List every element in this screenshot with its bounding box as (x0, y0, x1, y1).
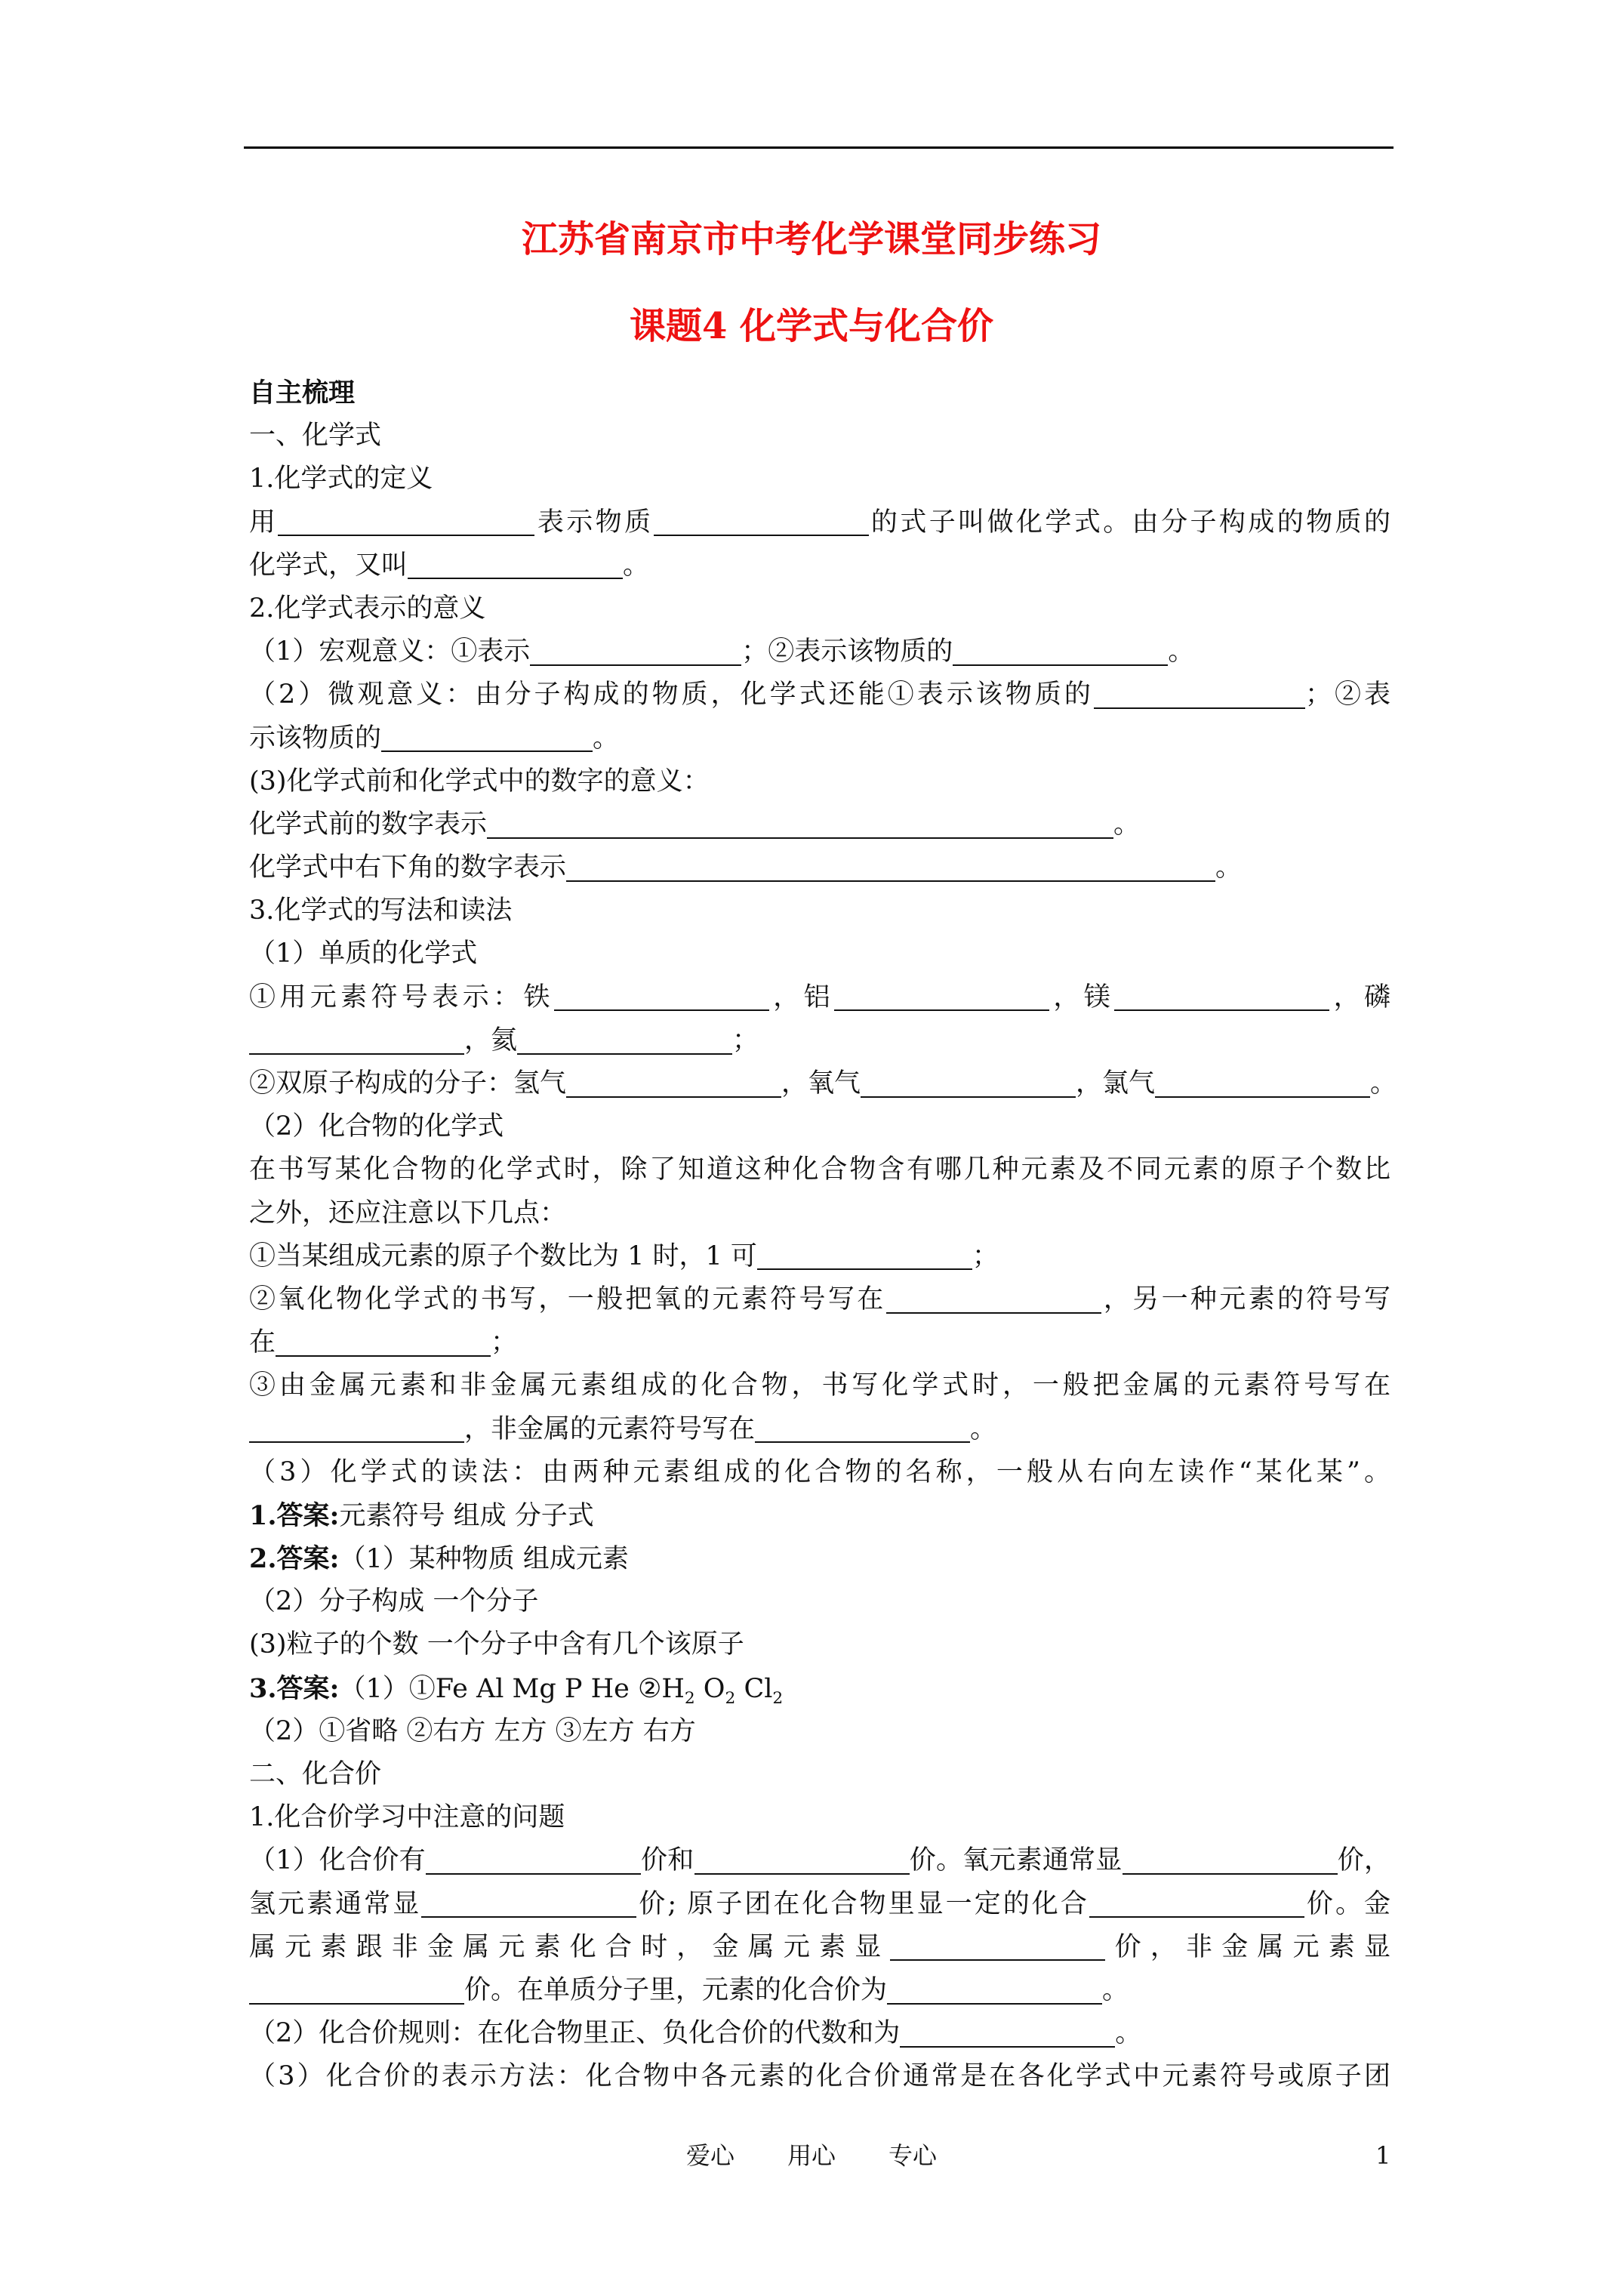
document-body (249, 371, 1397, 2099)
answer-blank[interactable] (757, 1241, 972, 1271)
answer-blank[interactable] (408, 550, 623, 580)
answer-2: （2）分子构成 一个分子 (249, 1586, 539, 1617)
part2-line: （3）化合价的表示方法：化合物中各元素的化合价通常是在各化学式中元素符号或原子团 (249, 2061, 1390, 2092)
q3-line: （1）单质的化学式 (249, 938, 478, 969)
q3-line: ①当某组成元素的原子个数比为 1 时，1 可 ； (249, 1240, 999, 1271)
answer-blank[interactable] (694, 1845, 910, 1875)
answer-blank[interactable] (1114, 982, 1329, 1012)
answer-blank[interactable] (834, 982, 1049, 1012)
part2-line: 属元素跟非金属元素化合时，金属元素显 价，非金属元素显 (249, 1931, 1390, 1962)
q1-line: 化学式，又叫 。 (249, 550, 650, 581)
q2-heading: 2.化学式表示的意义 (249, 593, 486, 624)
q3-line: ①用元素符号表示：铁 ，铝 ，镁 ，磷 (249, 982, 1390, 1012)
answer-blank[interactable] (278, 507, 534, 537)
part2-line: （2）化合价规则：在化合物里正、负化合价的代数和为 。 (249, 2018, 1142, 2049)
part2-line: （1）化合价有 价和 价。氧元素通常显 价， (249, 1845, 1390, 1876)
answer-blank[interactable] (1123, 1845, 1338, 1875)
answer-blank[interactable] (554, 982, 769, 1012)
part1-heading: 一、化学式 (249, 421, 382, 451)
answer-blank[interactable] (249, 1025, 464, 1055)
answer-blank[interactable] (487, 809, 1113, 839)
part2-line: 价。在单质分子里，元素的化合价为 。 (249, 1969, 1390, 2012)
q2-line: （2）微观意义：由分子构成的物质，化学式还能①表示该物质的 ；②表 (249, 680, 1390, 710)
section-heading: 自主梳理 (249, 378, 356, 408)
q3-heading: 3.化学式的写法和读法 (249, 895, 513, 926)
answer-3: （2）①省略 ②右方 左方 ③左方 右方 (249, 1715, 696, 1746)
q2-line: (3)化学式前和化学式中的数字的意义： (249, 766, 710, 797)
answer-blank[interactable] (530, 636, 741, 666)
q3-line: （3）化学式的读法：由两种元素组成的化合物的名称，一般从右向左读作“某化某”。 (249, 1456, 1390, 1487)
answer-blank[interactable] (566, 852, 1215, 882)
answer-blank[interactable] (1155, 1068, 1370, 1098)
answer-blank[interactable] (566, 1068, 781, 1098)
q3-line: ②双原子构成的分子：氢气 ，氧气 ，氯气 。 (249, 1068, 1397, 1099)
answer-1: 1.答案:元素符号 组成 分子式 (249, 1499, 594, 1531)
part2-q1-heading: 1.化合价学习中注意的问题 (249, 1802, 565, 1833)
header-rule (244, 146, 1394, 149)
answer-blank[interactable] (249, 1975, 464, 2005)
q2-line: 化学式前的数字表示 。 (249, 809, 1141, 840)
answer-blank[interactable] (887, 1975, 1102, 2005)
answer-blank[interactable] (886, 1284, 1101, 1314)
q3-line: 在书写某化合物的化学式时，除了知道这种化合物含有哪几种元素及不同元素的原子个数比 (249, 1154, 1390, 1185)
answer-blank[interactable] (1089, 1889, 1304, 1918)
answer-blank[interactable] (654, 507, 869, 537)
q3-line: ②氧化物化学式的书写，一般把氧的元素符号写在 ，另一种元素的符号写 (249, 1284, 1390, 1314)
part2-heading: 二、化合价 (249, 1759, 382, 1789)
q1-line: 用 表示物质 的式子叫做化学式。由分子构成的物质的 (249, 507, 1390, 538)
answer-2: (3)粒子的个数 一个分子中含有几个该原子 (249, 1629, 744, 1660)
q3-line: ③由金属元素和非金属元素组成的化合物，书写化学式时，一般把金属的元素符号写在 (249, 1370, 1390, 1401)
q3-line: 之外，还应注意以下几点： (249, 1197, 567, 1228)
answer-blank[interactable] (1094, 680, 1305, 709)
answer-blank[interactable] (249, 1413, 464, 1443)
answer-blank[interactable] (900, 2018, 1115, 2048)
answer-blank[interactable] (421, 1889, 636, 1918)
answer-blank[interactable] (953, 636, 1168, 666)
answer-blank[interactable] (890, 1932, 1105, 1962)
page-number: 1 (1375, 2141, 1391, 2170)
answer-3: 3.答案:（1）①Fe Al Mg P He $②H_2$ $O_2$ $Cl_2$ (249, 1672, 784, 1708)
answer-blank[interactable] (861, 1068, 1076, 1098)
document-subtitle: 课题4 化学式与化合价 (629, 305, 994, 347)
q2-line: 示该物质的 。 (249, 723, 620, 754)
answer-blank[interactable] (426, 1845, 641, 1875)
q1-heading: 1.化学式的定义 (249, 464, 433, 495)
q3-line: 在 ； (249, 1327, 518, 1358)
q2-line: 化学式中右下角的数字表示 。 (249, 852, 1243, 883)
document-title: 江苏省南京市中考化学课堂同步练习 (521, 218, 1101, 260)
q3-line: ，氦 ； (249, 1019, 1390, 1062)
part2-line: 氢元素通常显 价; 原子团在化合物里显一定的化合 价。金 (249, 1888, 1390, 1919)
answer-blank[interactable] (381, 723, 593, 752)
answer-blank[interactable] (276, 1327, 491, 1357)
footer-motto: 爱心 用心 专心 (685, 2141, 938, 2170)
q3-line: ，非金属的元素符号写在 。 (249, 1408, 1390, 1451)
q3-line: （2）化合物的化学式 (249, 1111, 504, 1142)
answer-2: 2.答案:（1）某种物质 组成元素 (249, 1543, 629, 1575)
q2-line: （1）宏观意义：①表示 ；②表示该物质的 。 (249, 636, 1195, 667)
answer-blank[interactable] (755, 1413, 970, 1443)
answer-blank[interactable] (517, 1025, 732, 1055)
